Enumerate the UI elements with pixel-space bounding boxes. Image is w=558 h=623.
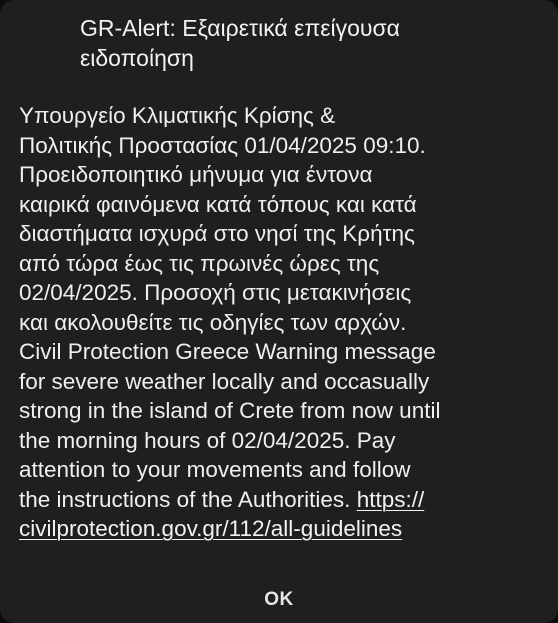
guidelines-link[interactable]: https://: [356, 486, 425, 512]
message-line: και ακολουθείτε τις οδηγίες των αρχών.: [19, 309, 407, 335]
message-line: 02/04/2025. Προσοχή στις μετακινήσεις: [19, 280, 412, 305]
message-line-link: [19, 514, 544, 544]
message-line: διαστήματα ισχυρά στο νησί της Κρήτης: [19, 221, 415, 246]
message-line: Civil Protection Greece Warning message: [19, 339, 436, 364]
message-line: από τώρα έως τις πρωινές ώρες της: [19, 250, 380, 276]
message-line: Υπουργείο Κλιματικής Κρίσης &: [19, 103, 336, 128]
alert-message: [19, 101, 544, 544]
ok-button[interactable]: OK: [264, 589, 294, 610]
guidelines-link[interactable]: civilprotection.gov.gr/112/all-guidelines: [19, 516, 403, 541]
message-line: for severe weather locally and occasually: [19, 368, 430, 394]
alert-title: GR-Alert: Εξαιρετικά επείγουσα ειδοποίηση: [80, 15, 400, 71]
message-text: the instructions of the Authorities.: [19, 486, 357, 512]
message-line-with-link: [19, 485, 544, 515]
message-line: καιρικά φαινόμενα κατά τόπους και κατά: [19, 191, 417, 217]
message-line: the morning hours of 02/04/2025. Pay: [19, 427, 396, 453]
message-line: Πολιτικής Προστασίας 01/04/2025 09:10.: [19, 132, 426, 158]
message-line: attention to your movements and follow: [19, 457, 411, 482]
message-line: strong in the island of Crete from now until: [19, 398, 441, 423]
message-line: Προειδοποιητικό μήνυμα για έντονα: [19, 162, 373, 187]
